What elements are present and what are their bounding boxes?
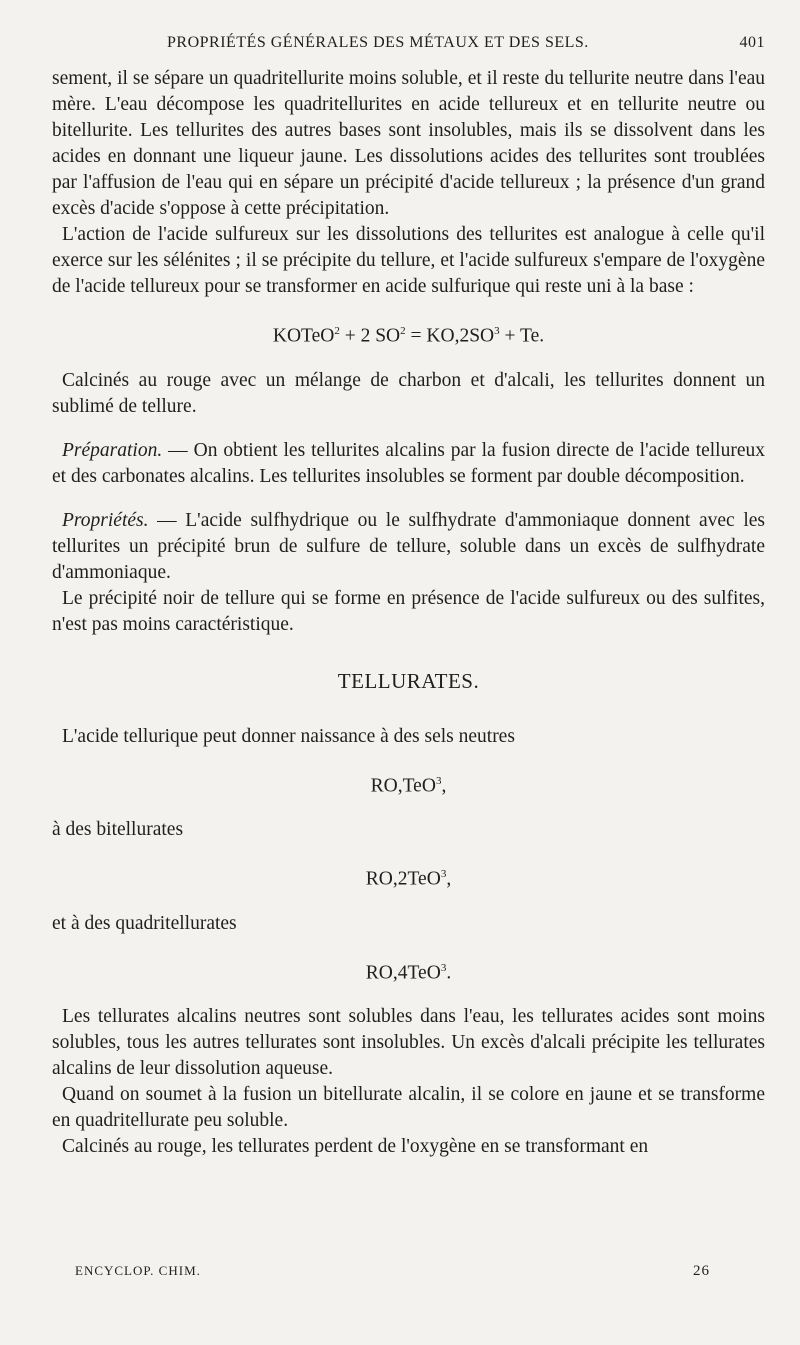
paragraph: Calcinés au rouge avec un mélange de charbon et d'alcali, les tellurites donnent un sublimé de tellure. (52, 369, 765, 417)
paragraph: sement, il se sépare un quadritellurite moins soluble, et il reste du tellurite neutre dans l'eau mère. L'eau décompose les quadritellurites en acide tellureux et en tellurite neutre ou bitellurite. Les tellurites des autres bases sont insolubles, mais ils se dissolvent dans les acides en donnant une liqueur jaune. Les dissolutions acides des tellurites sont troublées par l'affusion de l'eau qui en sépare un précipité d'acide tellureux ; la présence d'un grand excès d'acide s'oppose à cette précipitation. (52, 68, 765, 219)
section-heading: TELLURATES. (337, 668, 480, 693)
paragraph: Propriétés. — L'acide sulfhydrique ou le sulfhydrate d'ammoniaque donnent avec les tellurites un précipité brun de sulfure de tellure, soluble dans un excès de sulfhydrate d'ammoniaque. (52, 509, 765, 583)
run-in-heading: Propriétés. (62, 509, 149, 531)
paragraph: Préparation. — On obtient les tellurites alcalins par la fusion directe de l'acide tellureux et des carbonates alcalins. Les tellurites insolubles se forment par double décomposition. (52, 439, 765, 487)
signature-mark: 26 (693, 1263, 710, 1279)
running-title: PROPRIÉTÉS GÉNÉRALES DES MÉTAUX ET DES SELS. (167, 34, 589, 51)
paragraph: L'acide tellurique peut donner naissance à des sels neutres (62, 725, 515, 747)
page-header (52, 34, 765, 58)
formula: RO,2TeO$^3$, (365, 868, 452, 890)
formula: RO,TeO$^3$, (370, 774, 447, 796)
paragraph: Calcinés au rouge, les tellurates perdent de l'oxygène en se transformant en (62, 1136, 649, 1157)
page-footer (75, 1263, 710, 1279)
page-number: 401 (739, 34, 765, 51)
formula: KOTeO$^2$ + 2 $SO^2 = KO,2SO^3 + Te$. (272, 325, 545, 347)
paragraph: Quand on soumet à la fusion un bitellurate alcalin, il se colore en jaune et se transforme en quadritellurate peu soluble. (52, 1084, 765, 1131)
paragraph: L'action de l'acide sulfureux sur les dissolutions des tellurites est analogue à celle qu'il exerce sur les sélénites ; il se précipite du tellure, et l'acide sulfureux s'empare de l'oxygène de l'acide tellureux pour se transformer en acide sulfurique qui reste uni à la base : (52, 224, 765, 297)
paragraph: Les tellurates alcalins neutres sont solubles dans l'eau, les tellurates acides sont moins solubles, tous les autres tellurates sont insolubles. Un excès d'alcali précipite les tellurates alcalins de leur dissolution aqueuse. (52, 1006, 765, 1079)
run-in-heading: Préparation. (62, 439, 163, 461)
page-body (52, 66, 765, 1160)
paragraph: Le précipité noir de tellure qui se forme en présence de l'acide sulfureux ou des sulfites, n'est pas moins caractéristique. (52, 587, 765, 635)
formula: RO,4TeO$^3$. (365, 961, 452, 983)
footer-imprint: ENCYCLOP. CHIM. (75, 1263, 201, 1278)
paragraph: et à des quadritellurates (52, 912, 237, 934)
paragraph: à des bitellurates (52, 819, 184, 840)
